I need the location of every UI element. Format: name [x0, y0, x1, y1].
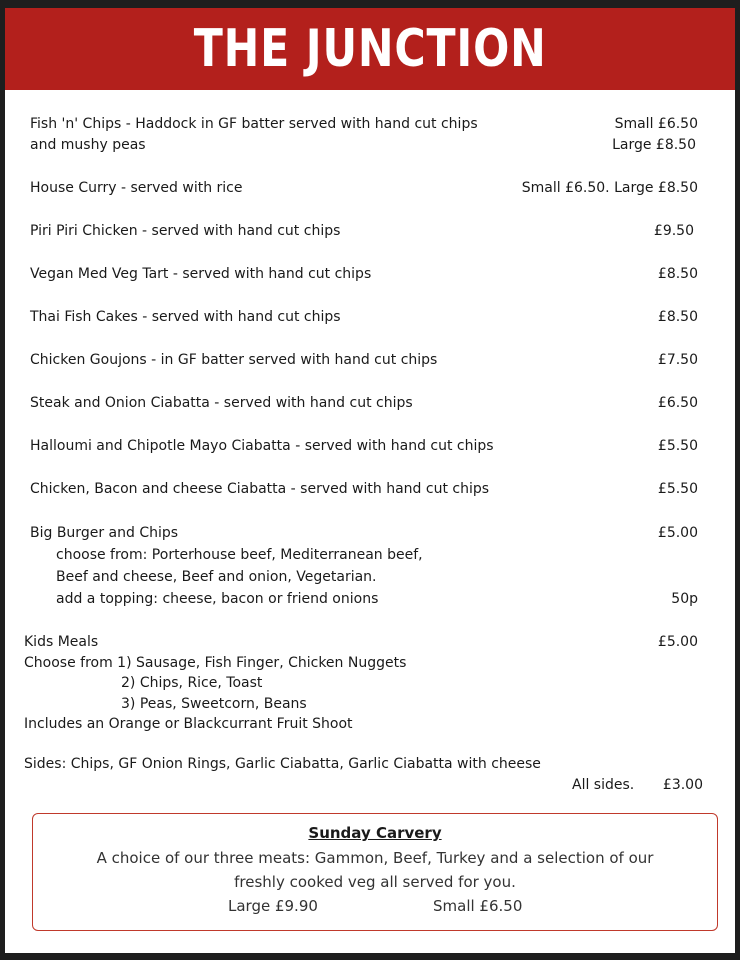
carvery-line2: freshly cooked veg all served for you. [234, 873, 516, 891]
burger-choose-line2: Beef and cheese, Beef and onion, Vegetarian. [56, 569, 377, 585]
item-piri-price: £9.50 [653, 223, 694, 239]
item-chicken-bacon-name: Chicken, Bacon and cheese Ciabatta - served with hand cut chips [30, 481, 490, 497]
item-halloumi-price: £5.50 [657, 438, 698, 454]
item-thai-price: £8.50 [657, 309, 698, 325]
burger-choose-line1: choose from: Porterhouse beef, Mediterranean beef, [56, 547, 423, 563]
carvery-line1: A choice of our three meats: Gammon, Beef, Turkey and a selection of our [96, 849, 654, 867]
item-fish-name-line1: Fish 'n' Chips - Haddock in GF batter served with hand cut chips [30, 116, 478, 132]
item-chicken-bacon-price: £5.50 [657, 481, 698, 497]
item-piri-name: Piri Piri Chicken - served with hand cut chips [30, 223, 341, 239]
sides-text: Sides: Chips, GF Onion Rings, Garlic Ciabatta, Garlic Ciabatta with cheese [24, 756, 541, 772]
item-goujons-price: £7.50 [657, 352, 698, 368]
kids-price: £5.00 [657, 634, 698, 650]
kids-line1: Choose from 1) Sausage, Fish Finger, Chicken Nuggets [24, 655, 407, 671]
menu-title: THE JUNCTION [193, 19, 547, 79]
kids-line4: Includes an Orange or Blackcurrant Fruit Shoot [24, 716, 353, 732]
burger-price: £5.00 [657, 525, 698, 541]
item-curry-price: Small £6.50. Large £8.50 [521, 180, 698, 196]
item-curry-name: House Curry - served with rice [30, 180, 243, 196]
menu-sheet [5, 8, 735, 953]
item-vegan-name: Vegan Med Veg Tart - served with hand cut chips [30, 266, 372, 282]
carvery-title: Sunday Carvery [308, 824, 442, 842]
burger-topping-price: 50p [671, 591, 698, 607]
title-banner [5, 8, 735, 90]
carvery-small-price: Small £6.50 [433, 897, 523, 915]
carvery-large-price: Large £9.90 [228, 897, 318, 915]
item-thai-name: Thai Fish Cakes - served with hand cut chips [30, 309, 341, 325]
burger-topping: add a topping: cheese, bacon or friend onions [56, 591, 379, 607]
item-fish-price-large: Large £8.50 [612, 137, 696, 153]
sides-label: All sides. [572, 777, 635, 793]
item-steak-price: £6.50 [657, 395, 698, 411]
sides-price: £3.00 [662, 777, 703, 793]
kids-name: Kids Meals [24, 634, 99, 650]
item-halloumi-name: Halloumi and Chipotle Mayo Ciabatta - served with hand cut chips [30, 438, 494, 454]
item-fish-price-small: Small £6.50 [614, 116, 698, 132]
item-goujons-name: Chicken Goujons - in GF batter served with hand cut chips [30, 352, 438, 368]
kids-line3: 3) Peas, Sweetcorn, Beans [121, 696, 307, 712]
item-steak-name: Steak and Onion Ciabatta - served with hand cut chips [30, 395, 413, 411]
sunday-carvery-box [32, 813, 718, 931]
burger-name: Big Burger and Chips [30, 525, 179, 541]
item-fish-name-line2: and mushy peas [30, 137, 146, 153]
kids-line2: 2) Chips, Rice, Toast [121, 675, 263, 691]
item-vegan-price: £8.50 [657, 266, 698, 282]
